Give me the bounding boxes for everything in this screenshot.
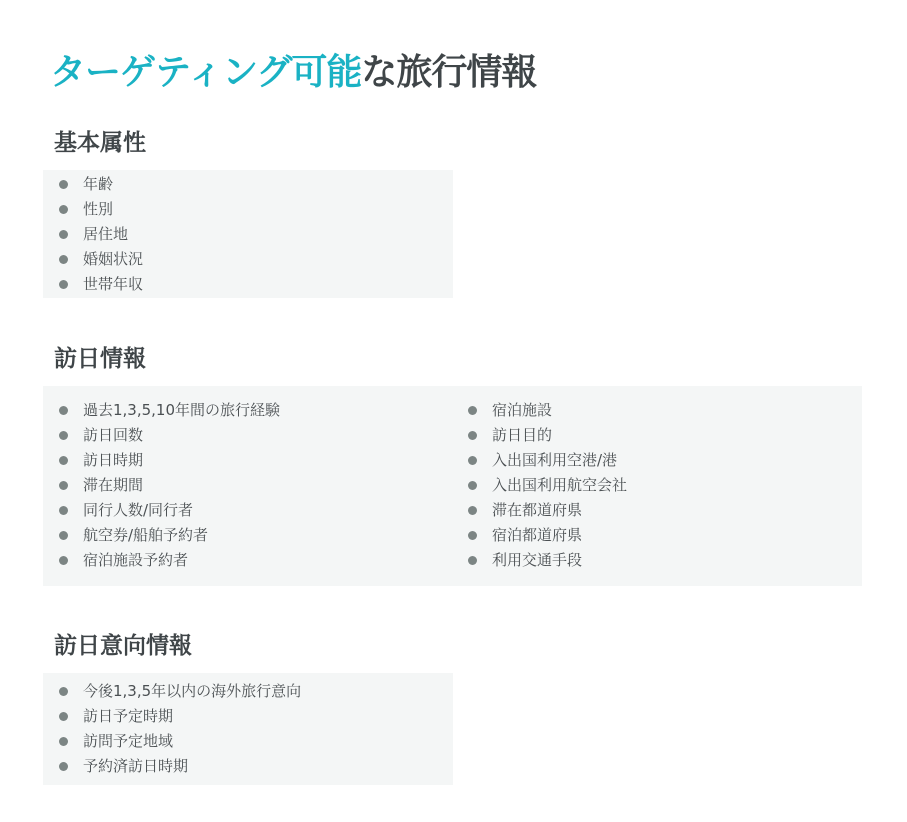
bullet-icon — [59, 180, 68, 189]
bullet-icon — [59, 687, 68, 696]
list-item-label: 宿泊施設予約者 — [83, 551, 189, 569]
list-item-label: 今後1,3,5年以内の海外旅行意向 — [83, 682, 302, 700]
list-item-label: 宿泊施設 — [492, 401, 553, 419]
bullet-icon — [468, 506, 477, 515]
list-item — [58, 473, 280, 498]
page-title-main: な旅行情報 — [361, 52, 537, 93]
bullet-icon — [59, 712, 68, 721]
bullet-icon — [59, 431, 68, 440]
visit-info-box — [43, 386, 862, 586]
bullet-icon — [59, 481, 68, 490]
list-item-label: 訪日回数 — [83, 426, 144, 444]
page-title-accent: ターゲティング可能 — [50, 52, 362, 93]
section-heading-visit: 訪日情報 — [54, 346, 146, 372]
visit-intent-list — [58, 679, 301, 779]
list-item — [58, 272, 143, 297]
list-item — [58, 498, 280, 523]
list-item — [58, 247, 143, 272]
list-item — [58, 423, 280, 448]
list-item — [58, 754, 301, 779]
list-item-label: 過去1,3,5,10年間の旅行経験 — [83, 401, 281, 419]
list-item-label: 利用交通手段 — [492, 551, 583, 569]
list-item — [467, 398, 627, 423]
list-item-label: 入出国利用航空会社 — [492, 476, 628, 494]
list-item-label: 性別 — [83, 200, 114, 218]
list-item-label: 訪日時期 — [83, 451, 144, 469]
list-item-label: 訪問予定地域 — [83, 732, 174, 750]
bullet-icon — [59, 456, 68, 465]
list-item-label: 居住地 — [83, 225, 129, 243]
page-title — [50, 48, 536, 98]
bullet-icon — [59, 737, 68, 746]
list-item — [58, 548, 280, 573]
bullet-icon — [59, 556, 68, 565]
list-item — [467, 523, 627, 548]
list-item — [467, 448, 627, 473]
bullet-icon — [59, 255, 68, 264]
list-item — [467, 423, 627, 448]
basic-attributes-list — [58, 172, 143, 297]
list-item-label: 航空券/船舶予約者 — [83, 526, 209, 544]
list-item-label: 予約済訪日時期 — [83, 757, 189, 775]
list-item-label: 世帯年収 — [83, 275, 144, 293]
bullet-icon — [59, 762, 68, 771]
list-item — [58, 172, 143, 197]
bullet-icon — [468, 481, 477, 490]
bullet-icon — [468, 431, 477, 440]
visit-intent-box — [43, 673, 453, 785]
list-item-label: 婚姻状況 — [83, 250, 144, 268]
bullet-icon — [59, 205, 68, 214]
list-item — [58, 197, 143, 222]
bullet-icon — [59, 406, 68, 415]
bullet-icon — [59, 506, 68, 515]
list-item-label: 年齢 — [83, 175, 114, 193]
list-item — [58, 222, 143, 247]
visit-info-list-left — [58, 398, 280, 573]
section-heading-basic: 基本属性 — [54, 130, 146, 156]
bullet-icon — [468, 456, 477, 465]
bullet-icon — [59, 230, 68, 239]
bullet-icon — [59, 531, 68, 540]
list-item-label: 同行人数/同行者 — [83, 501, 194, 519]
list-item-label: 入出国利用空港/港 — [492, 451, 618, 469]
list-item — [467, 548, 627, 573]
list-item — [467, 473, 627, 498]
list-item-label: 訪日目的 — [492, 426, 553, 444]
section-heading-intent: 訪日意向情報 — [54, 633, 192, 659]
bullet-icon — [59, 280, 68, 289]
list-item-label: 滞在期間 — [83, 476, 144, 494]
basic-attributes-box — [43, 170, 453, 298]
bullet-icon — [468, 406, 477, 415]
list-item — [58, 729, 301, 754]
list-item — [58, 398, 280, 423]
list-item — [58, 704, 301, 729]
bullet-icon — [468, 556, 477, 565]
list-item — [58, 448, 280, 473]
list-item-label: 滞在都道府県 — [492, 501, 583, 519]
list-item-label: 宿泊都道府県 — [492, 526, 583, 544]
list-item — [58, 523, 280, 548]
list-item — [467, 498, 627, 523]
bullet-icon — [468, 531, 477, 540]
visit-info-list-right — [467, 398, 627, 573]
list-item — [58, 679, 301, 704]
list-item-label: 訪日予定時期 — [83, 707, 174, 725]
